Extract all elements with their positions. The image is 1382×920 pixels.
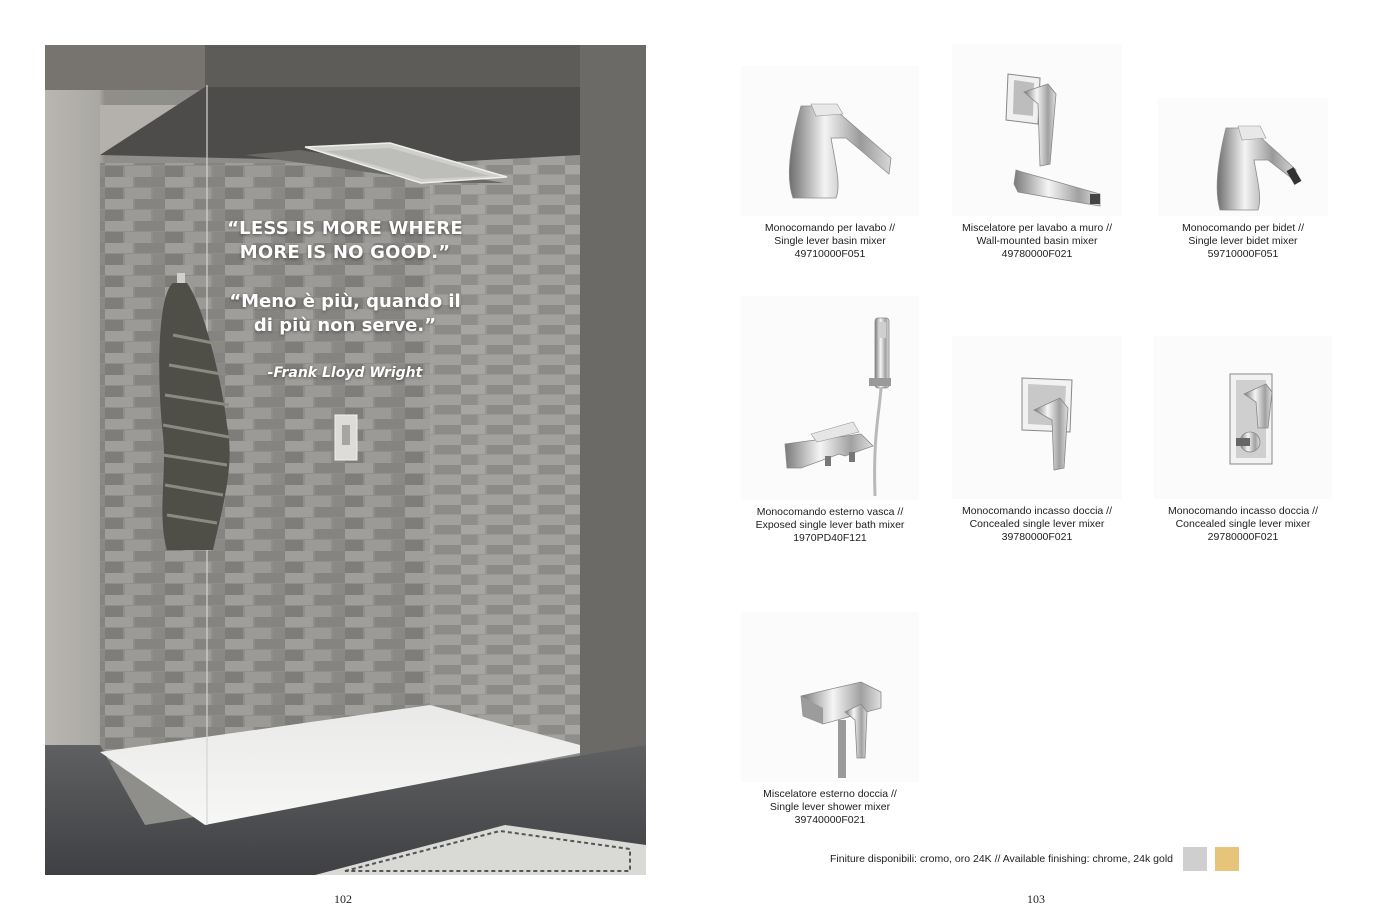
finishes-text: Finiture disponibili: cromo, oro 24K // Available finishing: chrome, 24k gold <box>830 853 1173 865</box>
product-code: 59710000F051 <box>1207 248 1279 260</box>
product-name-it: Monocomando per lavabo // <box>764 222 896 234</box>
product-name-en: Single lever basin mixer <box>774 235 886 247</box>
quote-it-line-1: “Meno è più, quando il <box>229 291 461 312</box>
product-name-en: Single lever shower mixer <box>769 801 891 813</box>
product-card <box>730 66 930 261</box>
product-code: 39780000F021 <box>1001 531 1073 543</box>
quote-en-line-1: “LESS IS MORE WHERE <box>227 218 463 239</box>
product-code: 29780000F021 <box>1207 531 1279 543</box>
quote-en-line-2: MORE IS NO GOOD.” <box>239 242 451 263</box>
bidet-mixer-icon <box>1158 98 1328 216</box>
product-name-en: Wall-mounted basin mixer <box>976 235 1098 247</box>
basin-mixer-icon <box>741 66 919 216</box>
product-code: 39740000F021 <box>794 814 866 826</box>
chrome-swatch <box>1183 847 1207 871</box>
product-name-it: Miscelatore esterno doccia // <box>763 788 897 800</box>
product-card <box>937 44 1137 261</box>
page-number-left: 102 <box>334 892 352 906</box>
product-card <box>730 612 930 827</box>
shower-mixer-icon <box>741 612 919 782</box>
product-name-it: Miscelatore per lavabo a muro // <box>962 222 1112 234</box>
bath-mixer-icon <box>741 296 919 500</box>
product-card <box>1143 336 1343 544</box>
concealed-diverter-mixer-icon <box>1154 336 1332 499</box>
finishes-row <box>830 846 1239 872</box>
product-name-en: Exposed single lever bath mixer <box>755 519 905 531</box>
quote-english <box>210 217 480 265</box>
shower-photo <box>45 45 646 875</box>
product-card <box>1143 98 1343 261</box>
product-name-en: Concealed single lever mixer <box>969 518 1105 530</box>
product-code: 49710000F051 <box>794 248 866 260</box>
quote-italian <box>210 290 480 338</box>
shower-illustration <box>45 45 646 875</box>
product-name-en: Concealed single lever mixer <box>1175 518 1311 530</box>
quote-it-line-2: di più non serve.” <box>253 315 437 336</box>
product-name-en: Single lever bidet mixer <box>1188 235 1298 247</box>
concealed-mixer-icon <box>952 336 1122 499</box>
product-name-it: Monocomando esterno vasca // <box>756 506 904 518</box>
wall-basin-mixer-icon <box>952 44 1122 216</box>
quote-author: -Frank Lloyd Wright <box>267 365 423 381</box>
product-card <box>730 296 930 545</box>
product-card <box>937 336 1137 544</box>
product-code: 1970PD40F121 <box>793 532 867 544</box>
page-number-right: 103 <box>1027 892 1045 906</box>
gold-swatch <box>1215 847 1239 871</box>
product-name-it: Monocomando incasso doccia // <box>962 505 1112 517</box>
product-name-it: Monocomando incasso doccia // <box>1168 505 1318 517</box>
product-name-it: Monocomando per bidet // <box>1182 222 1304 234</box>
product-code: 49780000F021 <box>1001 248 1073 260</box>
